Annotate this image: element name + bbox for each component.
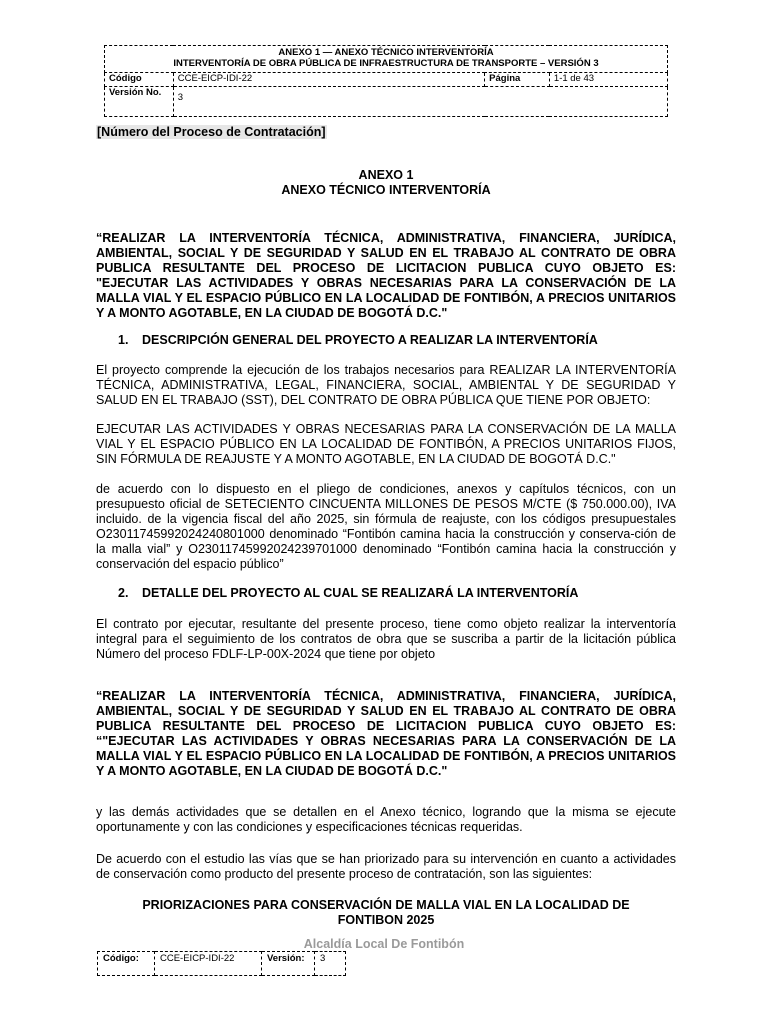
paragraph-5: y las demás actividades que se detallen en el Anexo técnico, logrando que la misma se ejecute oportunamente y con las condiciones y especificaciones técnicas requeridas. bbox=[96, 805, 676, 834]
paragraph-6: De acuerdo con el estudio las vías que se han priorizado para su intervención en cuanto a actividades de conservación como producto del presente proceso de contratación, son las siguientes: bbox=[96, 852, 676, 881]
objeto-block-1: “REALIZAR LA INTERVENTORÍA TÉCNICA, ADMINISTRATIVA, FINANCIERA, JURÍDICA, AMBIENTAL, SOCIAL Y DE SEGURIDAD Y SALUD EN EL TRABAJO AL CONTRATO DE OBRA PUBLICA RESULTANTE DEL PROCESO DE LICITACION PUBLICA CUYO OBJETO ES: "EJECUTAR LAS ACTIVIDADES Y OBRAS NECESARIAS PARA LA CONSERVACIÓN DE LA MALLA VIAL Y EL ESPACIO PÚBLICO EN LA LOCALIDAD DE FONTIBÓN, A PRECIOS UNITARIOS Y A MONTO AGOTABLE, EN LA CIUDAD DE BOGOTÁ D.C." bbox=[96, 231, 676, 320]
proceso-placeholder: [Número del Proceso de Contratación] bbox=[97, 125, 326, 139]
codigo-label: Código bbox=[105, 73, 174, 87]
header-title-cell bbox=[105, 46, 668, 73]
header-title-line2: INTERVENTORÍA DE OBRA PÚBLICA DE INFRAESTRUCTURA DE TRANSPORTE – VERSIÓN 3 bbox=[173, 58, 599, 69]
paragraph-3: de acuerdo con lo dispuesto en el pliego de condiciones, anexos y capítulos técnicos, con un presupuesto oficial de SETECIENTO CINCUENTA MILLONES DE PESOS M/CTE ($ 750.000.00), IVA incluido. de la vigencia fiscal del año 2025, sin fórmula de reajuste, con los códigos presupuestales O23011745992024240801000 denominado “Fontibón camina hacia la construcción y conserva-ción de la malla vial” y O23011745992024239701000 denominado “Fontibón camina hacia la construcción y conservación del espacio público” bbox=[96, 482, 676, 571]
paragraph-1: El proyecto comprende la ejecución de los trabajos necesarios para REALIZAR LA INTERVENTORÍA TÉCNICA, ADMINISTRATIVA, LEGAL, FINANCIERA, SOCIAL, AMBIENTAL Y DE SEGURIDAD Y SALUD EN EL TRABAJO (SST), DEL CONTRATO DE OBRA PÚBLICA QUE TIENE POR OBJETO: bbox=[96, 363, 676, 407]
footer-version-value: 3 bbox=[315, 952, 346, 976]
version-label: Versión No. bbox=[105, 87, 174, 117]
section-1-heading bbox=[118, 333, 598, 347]
section-1-title: DESCRIPCIÓN GENERAL DEL PROYECTO A REALIZAR LA INTERVENTORÍA bbox=[142, 333, 598, 347]
priorizaciones-title-year: FONTIBON 2025 bbox=[337, 913, 435, 927]
section-2-heading bbox=[118, 586, 578, 600]
annex-title: ANEXO 1 bbox=[358, 168, 414, 182]
section-2-number: 2. bbox=[118, 586, 129, 600]
pagina-value: 1-1 de 43 bbox=[549, 73, 667, 87]
version-value: 3 bbox=[173, 87, 667, 117]
section-1-number: 1. bbox=[118, 333, 129, 347]
footer-alcaldia: Alcaldía Local De Fontibón bbox=[303, 937, 465, 951]
section-2-title: DETALLE DEL PROYECTO AL CUAL SE REALIZARÁ LA INTERVENTORÍA bbox=[142, 586, 579, 600]
document-footer-table bbox=[97, 951, 346, 976]
document-header-table bbox=[104, 45, 668, 117]
footer-codigo-label: Código: bbox=[98, 952, 155, 976]
paragraph-4: El contrato por ejecutar, resultante del presente proceso, tiene como objeto realizar la interventoría integral para el seguimiento de los contratos de obra que se suscriba a partir de la licitación pública Número del proceso FDLF-LP-00X-2024 que tiene por objeto bbox=[96, 617, 676, 661]
pagina-label: Página bbox=[485, 73, 550, 87]
paragraph-2: EJECUTAR LAS ACTIVIDADES Y OBRAS NECESARIAS PARA LA CONSERVACIÓN DE LA MALLA VIAL Y EL ESPACIO PÚBLICO EN LA LOCALIDAD DE FONTIBÓN, A PRECIOS UNITARIOS FIJOS, SIN FÓRMULA DE REAJUSTE Y A MONTO AGOTABLE, EN LA CIUDAD DE BOGOTÁ D.C." bbox=[96, 422, 676, 466]
annex-subtitle: ANEXO TÉCNICO INTERVENTORÍA bbox=[281, 183, 491, 197]
objeto-block-2: “REALIZAR LA INTERVENTORÍA TÉCNICA, ADMINISTRATIVA, FINANCIERA, JURÍDICA, AMBIENTAL, SOCIAL Y DE SEGURIDAD Y SALUD EN EL TRABAJO AL CONTRATO DE OBRA PUBLICA RESULTANTE DEL PROCESO DE LICITACION PUBLICA CUYO OBJETO ES: “"EJECUTAR LAS ACTIVIDADES Y OBRAS NECESARIAS PARA LA CONSERVACIÓN DE LA MALLA VIAL Y EL ESPACIO PÚBLICO EN LA LOCALIDAD DE FONTIBÓN, A PRECIOS UNITARIOS Y A MONTO AGOTABLE, EN LA CIUDAD DE BOGOTÁ D.C." bbox=[96, 689, 676, 778]
footer-version-label: Versión: bbox=[262, 952, 315, 976]
header-title-line1: ANEXO 1 — ANEXO TÉCNICO INTERVENTORÍA bbox=[278, 47, 494, 58]
footer-codigo-value: CCE-EICP-IDI-22 bbox=[155, 952, 262, 976]
priorizaciones-title: PRIORIZACIONES PARA CONSERVACIÓN DE MALLA VIAL EN LA LOCALIDAD DE bbox=[142, 898, 630, 912]
codigo-value: CCE-EICP-IDI-22 bbox=[173, 73, 484, 87]
